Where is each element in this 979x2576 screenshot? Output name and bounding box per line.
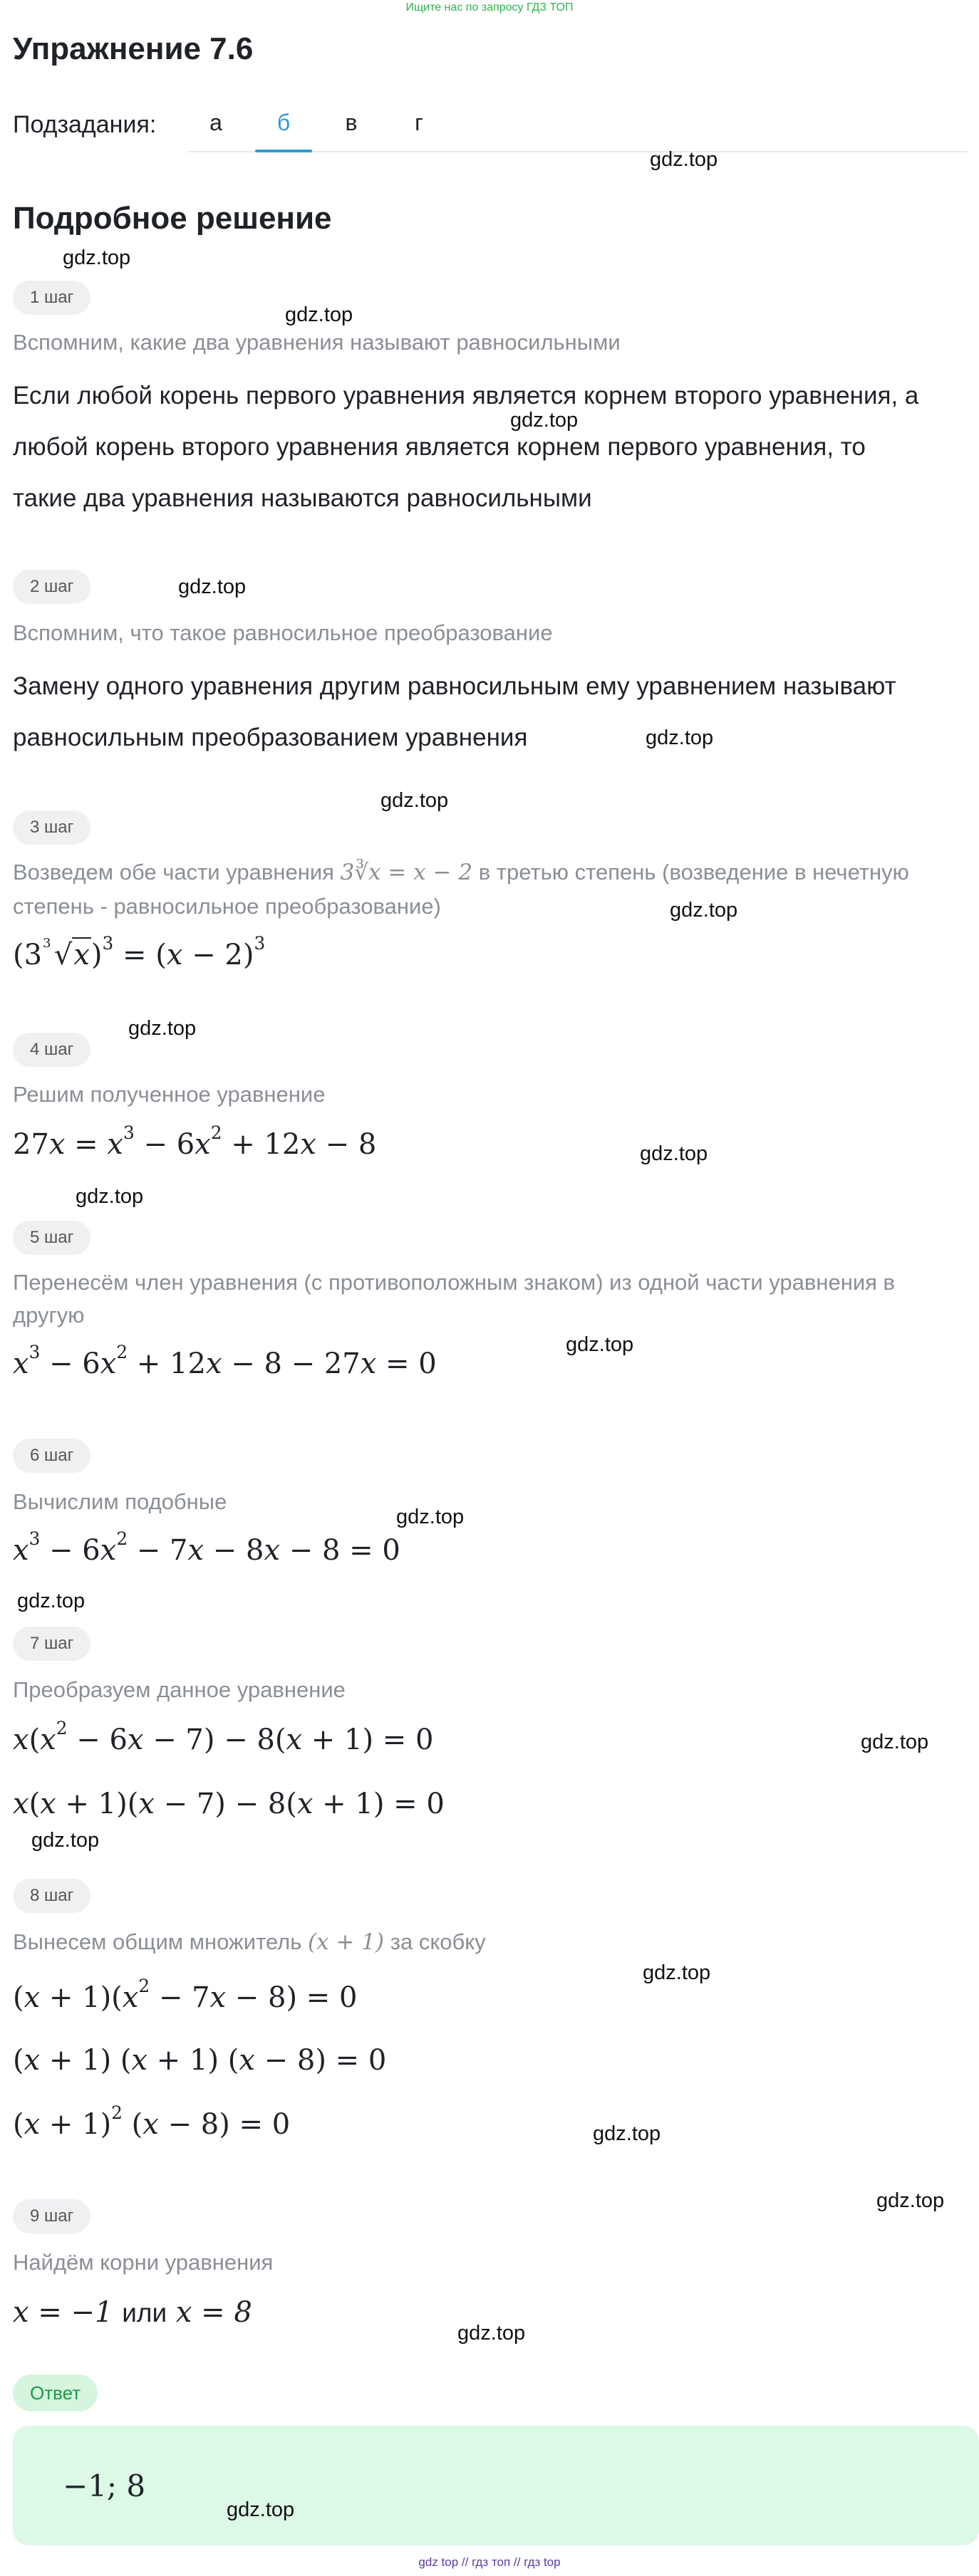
step-hint-line2: степень - равносильное преобразование)	[13, 894, 441, 919]
root-1: x = −1	[13, 2296, 113, 2329]
step-hint: Перенесём член уравнения (с противоположным знаком) из одной части уравнения в	[13, 1270, 896, 1295]
roots-connector: или	[122, 2298, 167, 2327]
watermark: gdz.top	[128, 1017, 197, 1040]
step-equation: $(x + 1)(x^2 - 7x - 8) = 0$	[13, 1975, 358, 2014]
step-hint-line2: другую	[13, 1303, 85, 1328]
watermark: gdz.top	[31, 1829, 100, 1852]
step-text-line: Если любой корень первого уравнения является корнем второго уравнения, а	[13, 382, 919, 410]
answer-value: −1; 8	[63, 2468, 146, 2503]
step-hint-text: Возведем обе части уравнения	[13, 860, 334, 885]
watermark: gdz.top	[396, 1506, 465, 1528]
root-2: x = 8	[175, 2296, 252, 2329]
watermark: gdz.top	[566, 1333, 634, 1356]
solution-title: Подробное решение	[13, 201, 332, 236]
footer-links: gdz top // гдз топ // гдз top	[418, 2555, 561, 2569]
step-equation: x(x + 1)(x − 7) − 8(x + 1) = 0	[13, 1788, 445, 1820]
watermark: gdz.top	[670, 899, 738, 922]
exercise-title: Упражнение 7.6	[13, 31, 254, 66]
tab-v[interactable]: в	[345, 110, 358, 135]
watermark: gdz.top	[510, 409, 579, 432]
watermark: gdz.top	[646, 726, 714, 749]
step-hint: Вспомним, какие два уравнения называют равносильными	[13, 330, 621, 355]
step-hint	[13, 1926, 486, 1959]
watermark: gdz.top	[643, 1961, 711, 1984]
step-equation: $(x + 1)^2$ (x − 8) = 0	[13, 2102, 291, 2141]
step-text-line: такие два уравнения называются равносильными	[13, 484, 592, 512]
step-hint-text: за скобку	[390, 1929, 486, 1954]
step-hint: Решим полученное уравнение	[13, 1082, 326, 1107]
step-hint-math: (x + 1)	[308, 1929, 385, 1955]
step-badge: 1 шаг	[13, 281, 90, 315]
step-equation: $x^3 - 6x^2 + 12x - 8 - 27x = 0$	[13, 1341, 437, 1380]
step-hint-math: 3∛x = x − 2	[340, 860, 473, 885]
step-hint	[13, 856, 968, 889]
watermark: gdz.top	[640, 1142, 708, 1165]
step-equation: $x^3 - 6x^2 - 7x - 8x - 8 = 0$	[13, 1528, 400, 1567]
step-badge: 6 шаг	[13, 1439, 90, 1473]
step-badge: 5 шаг	[13, 1221, 90, 1255]
step-badge: 3 шаг	[13, 810, 90, 845]
watermark: gdz.top	[457, 2322, 526, 2345]
step-badge: 2 шаг	[13, 570, 90, 604]
step-badge: 4 шаг	[13, 1033, 90, 1067]
step-hint-text: Вынесем общим множитель	[13, 1929, 302, 1954]
watermark: gdz.top	[285, 303, 353, 326]
roots-line	[13, 2296, 252, 2329]
step-hint: Преобразуем данное уравнение	[13, 1677, 346, 1702]
tab-g[interactable]: г	[415, 110, 423, 135]
tab-a[interactable]: а	[209, 110, 222, 135]
answer-badge: Ответ	[13, 2374, 98, 2411]
step-badge: 9 шаг	[13, 2199, 90, 2233]
subtasks-label: Подзадания:	[13, 111, 157, 138]
step-equation: $27x = x^3 - 6x^2 + 12x - 8$	[13, 1122, 377, 1161]
watermark: gdz.top	[650, 148, 718, 171]
step-equation: (3 3 $√x)^3 = (x - 2)^3$	[13, 932, 266, 971]
step-text-line: равносильным преобразованием уравнения	[13, 724, 528, 751]
watermark: gdz.top	[876, 2189, 945, 2212]
watermark: gdz.top	[76, 1185, 144, 1208]
subtasks-bar	[13, 105, 968, 152]
step-badge: 7 шаг	[13, 1627, 90, 1661]
watermark: gdz.top	[227, 2498, 295, 2521]
watermark: gdz.top	[380, 789, 449, 812]
step-badge: 8 шаг	[13, 1879, 90, 1913]
watermark: gdz.top	[63, 246, 131, 269]
step-hint: Найдём корни уравнения	[13, 2250, 274, 2275]
step-equation: (x + 1) (x + 1) (x − 8) = 0	[13, 2044, 387, 2077]
tab-b[interactable]: б	[255, 110, 312, 136]
step-text-line: любой корень второго уравнения является корнем первого уравнения, то	[13, 433, 866, 461]
watermark: gdz.top	[593, 2122, 661, 2145]
step-hint: Вспомним, что такое равносильное преобразование	[13, 620, 553, 645]
watermark: gdz.top	[17, 1590, 86, 1612]
watermark: gdz.top	[178, 575, 247, 598]
step-hint: Вычислим подобные	[13, 1489, 227, 1514]
watermark: gdz.top	[861, 1731, 929, 1753]
answer-box	[13, 2426, 979, 2545]
top-search-hint: Ищите нас по запросу ГДЗ ТОП	[405, 1, 574, 14]
step-hint-text: в третью степень (возведение в нечетную	[478, 860, 909, 885]
step-equation: $x(x^2 - 6x - 7) - 8(x + 1) = 0$	[13, 1717, 434, 1756]
step-text-line: Замену одного уравнения другим равносильным ему уравнением называют	[13, 672, 896, 700]
